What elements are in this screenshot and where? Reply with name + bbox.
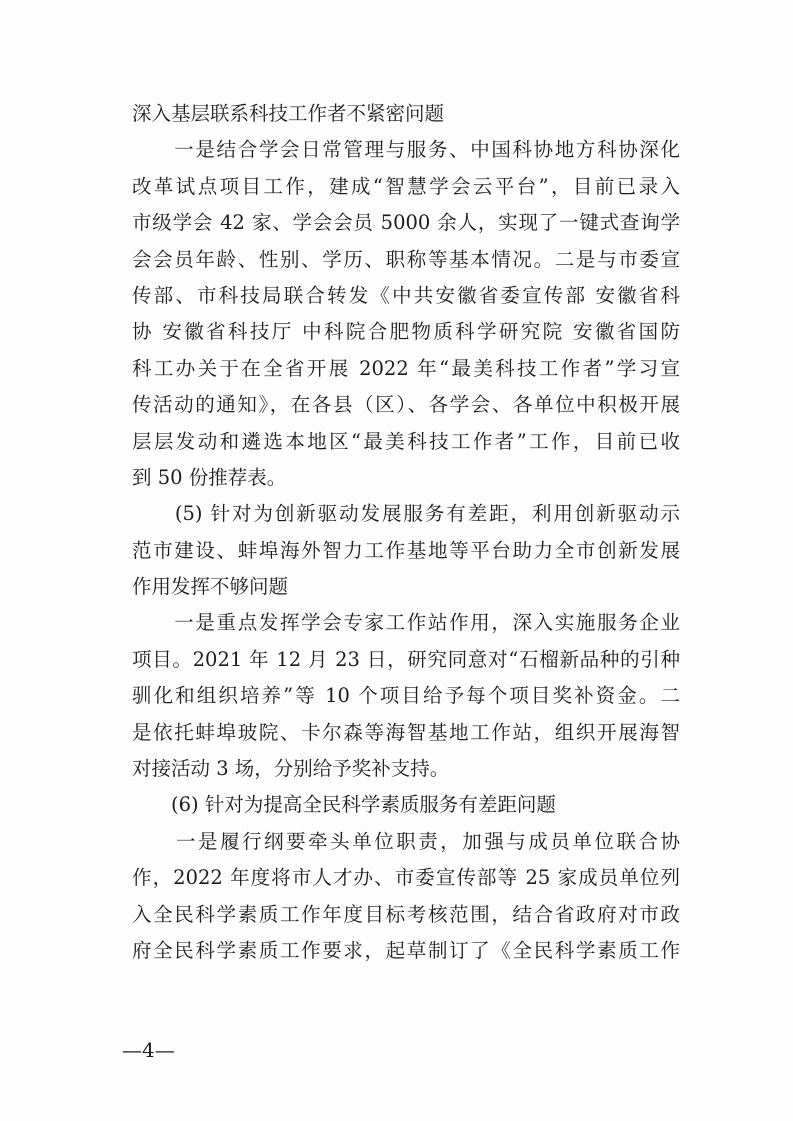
text-line: 到 50 份推荐表。 (132, 465, 287, 489)
text-line: 市级学会 42 家、学会会员 5000 余人，实现了一键式查询学 (132, 211, 680, 235)
text-line: 科工办关于在全省开展 2022 年“最美科技工作者”学习宣 (132, 356, 680, 380)
text-line: 改革试点项目工作，建成“智慧学会云平台”，目前已录入 (132, 174, 680, 198)
text-line: 范市建设、蚌埠海外智力工作基地等平台助力全市创新发展 (132, 538, 680, 562)
text-line: 作，2022 年度将市人才办、市委宣传部等 25 家成员单位列 (132, 866, 680, 890)
page-number: —4— (122, 1038, 175, 1062)
text-line: 入全民科学素质工作年度目标考核范围，结合省政府对市政 (132, 902, 680, 926)
text-line: 对接活动 3 场，分别给予奖补支持。 (132, 757, 450, 781)
text-line: 深入基层联系科技工作者不紧密问题 (132, 102, 445, 125)
text-line: 作用发挥不够问题 (132, 575, 289, 599)
text-line: 驯化和组织培养”等 10 个项目给予每个项目奖补资金。二 (132, 684, 680, 708)
text-line: 一是履行纲要牵头单位职责，加强与成员单位联合协 (132, 829, 680, 853)
text-line: 会会员年龄、性别、学历、职称等基本情况。二是与市委宣 (132, 247, 680, 271)
text-line: (5) 针对为创新驱动发展服务有差距，利用创新驱动示 (132, 502, 680, 526)
text-line: 是依托蚌埠玻院、卡尔森等海智基地工作站，组织开展海智 (132, 720, 680, 744)
text-line: 协 安徽省科技厅 中科院合肥物质科学研究院 安徽省国防 (132, 320, 680, 344)
text-line: 府全民科学素质工作要求，起草制订了《全民科学素质工作 (132, 938, 680, 962)
text-line: 层层发动和遴选本地区“最美科技工作者”工作，目前已收 (132, 429, 680, 453)
text-line: 传部、市科技局联合转发《中共安徽省委宣传部 安徽省科 (132, 283, 680, 307)
text-line: 一是重点发挥学会专家工作站作用，深入实施服务企业 (132, 611, 680, 635)
text-line: 传活动的通知》，在各县（区）、各学会、各单位中积极开展 (132, 393, 680, 417)
text-line: 项目。2021 年 12 月 23 日，研究同意对“石榴新品种的引种 (132, 647, 680, 671)
text-line: (6) 针对为提高全民科学素质服务有差距问题 (132, 793, 556, 817)
text-line: 一是结合学会日常管理与服务、中国科协地方科协深化 (132, 138, 680, 162)
body-text (132, 96, 680, 969)
